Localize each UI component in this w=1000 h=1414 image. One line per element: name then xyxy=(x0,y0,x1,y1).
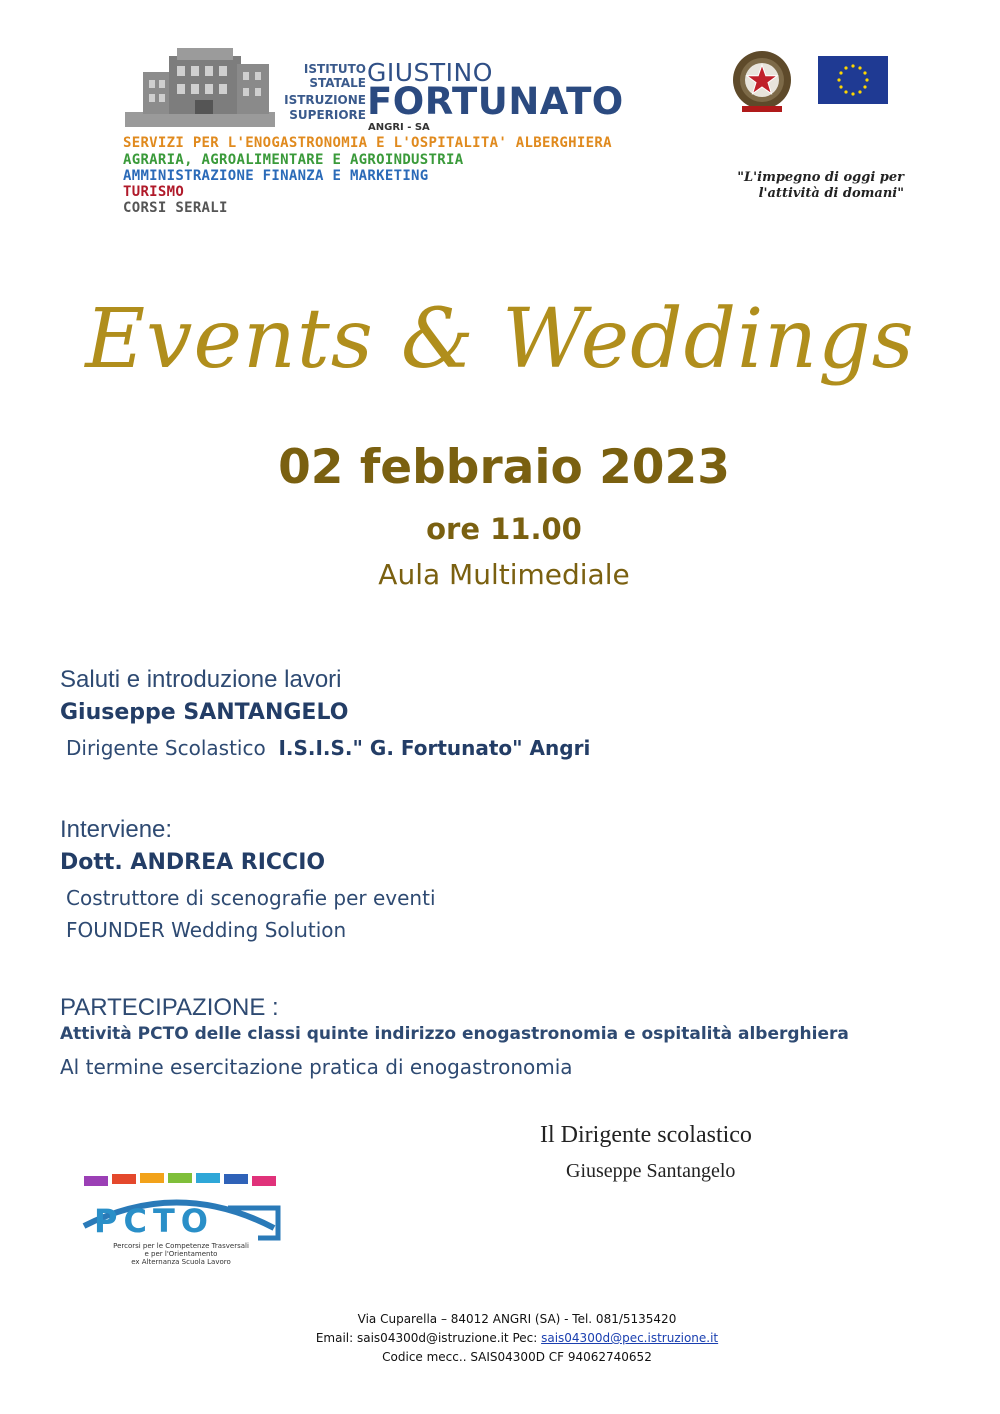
event-room: Aula Multimediale xyxy=(378,558,630,591)
participation-detail: Attività PCTO delle classi quinte indirizzo enogastronomia e ospitalità alberghiera xyxy=(60,1024,849,1044)
pcto-caption-line-1: Percorsi per le Competenze Trasversali xyxy=(113,1242,249,1250)
footer-email: Email: sais04300d@istruzione.it Pec: xyxy=(315,1331,542,1345)
motto-line-2: l'attività di domani" xyxy=(758,186,904,201)
course-turismo: TURISMO xyxy=(123,184,185,200)
pcto-logo xyxy=(78,1168,284,1273)
pcto-caption-line-2: e per l'Orientamento xyxy=(144,1250,218,1258)
course-agraria: AGRARIA, AGROALIMENTARE E AGROINDUSTRIA xyxy=(123,152,464,168)
footer-contacts xyxy=(0,1331,1000,1345)
statale-label: STATALE xyxy=(309,76,366,90)
event-time: ore 11.00 xyxy=(426,512,582,546)
school-building-logo xyxy=(125,42,275,127)
pec-link[interactable]: sais04300d@pec.istruzione.it xyxy=(541,1331,719,1345)
pcto-acronym: PCTO xyxy=(94,1202,214,1240)
pcto-caption-line-3: ex Alternanza Scuola Lavoro xyxy=(131,1258,231,1266)
course-serali: CORSI SERALI xyxy=(123,200,228,216)
italian-republic-emblem-icon xyxy=(730,46,794,116)
intro-speaker-role xyxy=(66,736,590,760)
event-title: Events & Weddings xyxy=(85,292,915,387)
pcto-caption xyxy=(78,1242,284,1266)
school-name-fortunato: FORTUNATO xyxy=(367,80,624,123)
course-enogastronomia: SERVIZI PER L'ENOGASTRONOMIA E L'OSPITALITA' ALBERGHIERA xyxy=(123,135,612,151)
intro-label: Saluti e introduzione lavori xyxy=(60,666,342,693)
signature-name: Giuseppe Santangelo xyxy=(566,1160,736,1182)
footer-address: Via Cuparella – 84012 ANGRI (SA) - Tel. 081/5135420 xyxy=(357,1312,677,1326)
school-location: ANGRI - SA xyxy=(368,122,430,133)
speaker-name: Dott. ANDREA RICCIO xyxy=(60,850,326,875)
eu-flag-icon xyxy=(818,56,888,104)
participation-label: PARTECIPAZIONE : xyxy=(60,994,279,1021)
course-amministrazione: AMMINISTRAZIONE FINANZA E MARKETING xyxy=(123,168,429,184)
speaker-description-2: FOUNDER Wedding Solution xyxy=(66,918,347,942)
superiore-label: SUPERIORE xyxy=(289,108,366,122)
intro-speaker-name: Giuseppe SANTANGELO xyxy=(60,700,349,725)
signature-title: Il Dirigente scolastico xyxy=(540,1122,752,1148)
istituto-label: ISTITUTO xyxy=(303,62,366,76)
istruzione-label: ISTRUZIONE xyxy=(284,93,366,107)
event-date: 02 febbraio 2023 xyxy=(278,440,730,495)
school-text: I.S.I.S." G. Fortunato" Angri xyxy=(278,736,591,760)
footer-codes: Codice mecc.. SAIS04300D CF 94062740652 xyxy=(382,1350,652,1364)
school-name-giustino: GIUSTINO xyxy=(367,58,493,87)
speaker-label: Interviene: xyxy=(60,816,173,843)
role-text: Dirigente Scolastico xyxy=(66,736,266,760)
motto-line-1: "L'impegno di oggi per xyxy=(737,170,904,185)
speaker-description-1: Costruttore di scenografie per eventi xyxy=(66,886,436,910)
participation-note: Al termine esercitazione pratica di enogastronomia xyxy=(60,1055,573,1079)
school-motto xyxy=(706,170,904,202)
